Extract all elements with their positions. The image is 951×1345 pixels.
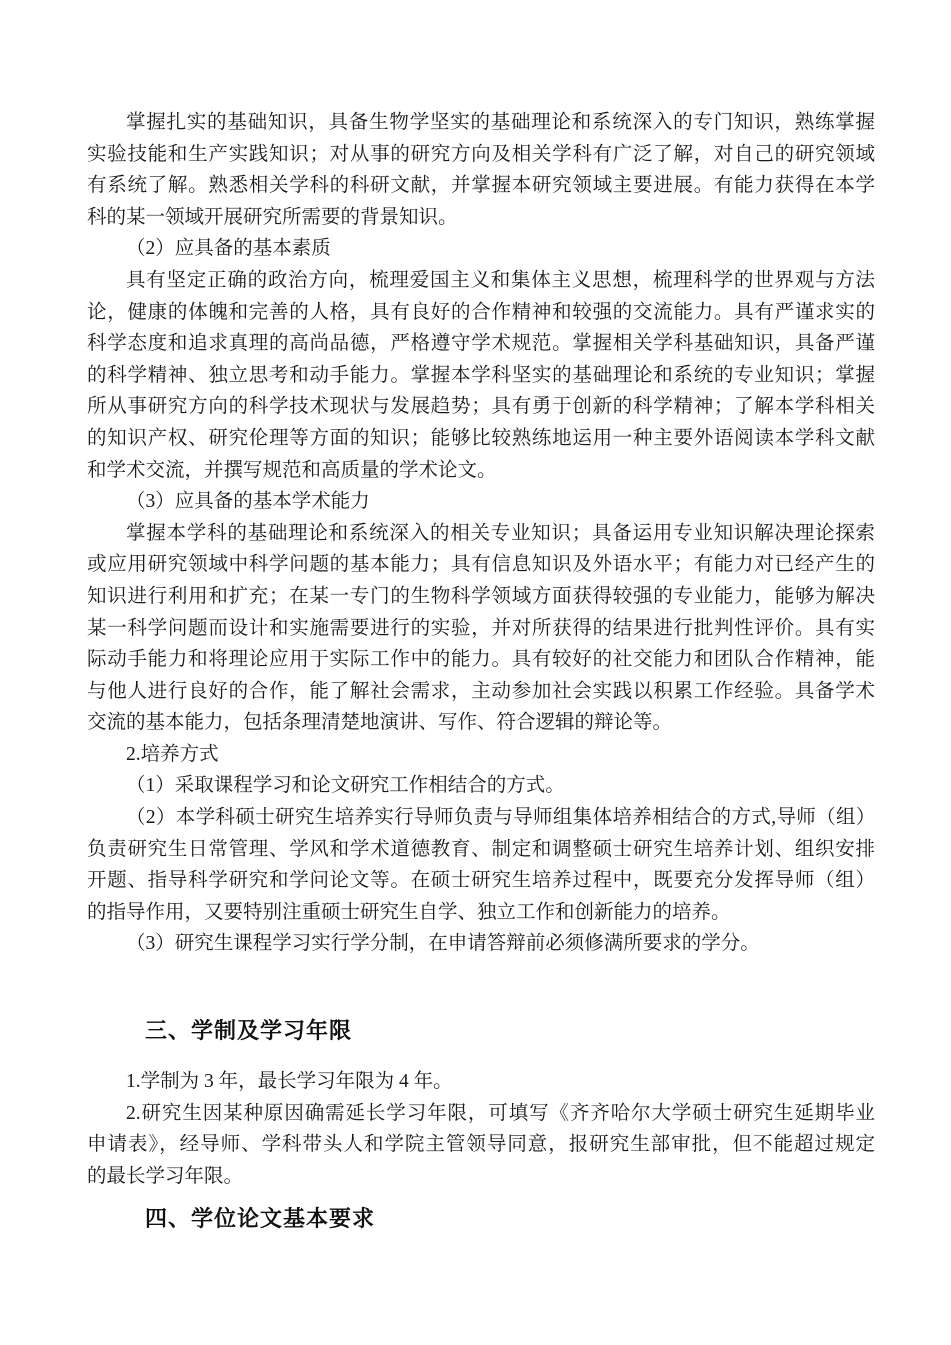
section-heading: 四、学位论文基本要求 [145,1206,376,1232]
document-line: （1）采取课程学习和论文研究工作相结合的方式。 [126,775,565,797]
section-heading: 三、学制及学习年限 [145,1018,353,1044]
document-line: 的科学精神、独立思考和动手能力。掌握本学科坚实的基础理论和系统的专业知识；掌握 [87,364,875,386]
document-section [87,1203,875,1235]
document-line: 的知识产权、研究伦理等方面的知识；能够比较熟练地运用一种主要外语阅读本学科文献 [87,427,875,449]
document-line: 实验技能和生产实践知识；对从事的研究方向及相关学科有广泛了解，对自己的研究领域 [87,143,875,165]
document-line: （2）应具备的基本素质 [126,238,331,260]
document-line: 的最长学习年限。 [87,1165,244,1187]
document-line: （3）研究生课程学习实行学分制，在申请答辩前必须修满所要求的学分。 [126,933,760,955]
document-line: 科学态度和追求真理的高尚品德，严格遵守学术规范。掌握相关学科基础知识，具备严谨 [87,333,875,355]
document-text-block [87,107,875,1235]
document-line: 的指导作用，又要特别注重硕士研究生自学、独立工作和创新能力的培养。 [87,901,731,923]
document-line: 掌握本学科的基础理论和系统深入的相关专业知识；具备运用专业知识解决理论探索 [126,522,875,544]
document-line: 科的某一领域开展研究所需要的背景知识。 [87,206,458,228]
document-line: 论，健康的体魄和完善的人格，具有良好的合作精神和较强的交流能力。具有严谨求实的 [87,301,875,323]
document-line: 具有坚定正确的政治方向，梳理爱国主义和集体主义思想，梳理科学的世界观与方法 [126,269,875,291]
document-line: 或应用研究领域中科学问题的基本能力；具有信息知识及外语水平；有能力对已经产生的 [87,554,875,576]
document-line: （2）本学科硕士研究生培养实行导师负责与导师组集体培养相结合的方式,导师（组） [126,807,875,829]
document-line: 交流的基本能力，包括条理清楚地演讲、写作、符合逻辑的辩论等。 [87,712,673,734]
document-line: 和学术交流，并撰写规范和高质量的学术论文。 [87,459,497,481]
document-line: 与他人进行良好的合作，能了解社会需求，主动参加社会实践以积累工作经验。具备学术 [87,680,875,702]
document-line: 际动手能力和将理论应用于实际工作中的能力。具有较好的社交能力和团队合作精神，能 [87,649,875,671]
document-line: 有系统了解。熟悉相关学科的科研文献，并掌握本研究领域主要进展。有能力获得在本学 [87,175,875,197]
document-line: 开题、指导科学研究和学问论文等。在硕士研究生培养过程中，既要充分发挥导师（组） [87,870,875,892]
document-line: 2.培养方式 [126,743,219,765]
document-line: 申请表》，经导师、学科带头人和学院主管领导同意，报研究生部审批，但不能超过规定 [87,1134,875,1156]
document-section [87,1015,875,1192]
document-line: 知识进行利用和扩充；在某一专门的生物科学领域方面获得较强的专业能力，能够为解决 [87,585,875,607]
document-line: 所从事研究方向的科学技术现状与发展趋势；具有勇于创新的科学精神；了解本学科相关 [87,396,875,418]
document-line: （3）应具备的基本学术能力 [126,491,370,513]
document-line: 某一科学问题而设计和实施需要进行的实验，并对所获得的结果进行批判性评价。具有实 [87,617,875,639]
document-line: 负责研究生日常管理、学风和学术道德教育、制定和调整硕士研究生培养计划、组织安排 [87,838,875,860]
document-line: 1.学制为 3 年，最长学习年限为 4 年。 [126,1071,453,1093]
document-line: 掌握扎实的基础知识，具备生物学坚实的基础理论和系统深入的专门知识，熟练掌握 [126,112,875,133]
document-line: 2.研究生因某种原因确需延长学习年限，可填写《齐齐哈尔大学硕士研究生延期毕业 [126,1102,875,1124]
document-section [87,107,875,960]
